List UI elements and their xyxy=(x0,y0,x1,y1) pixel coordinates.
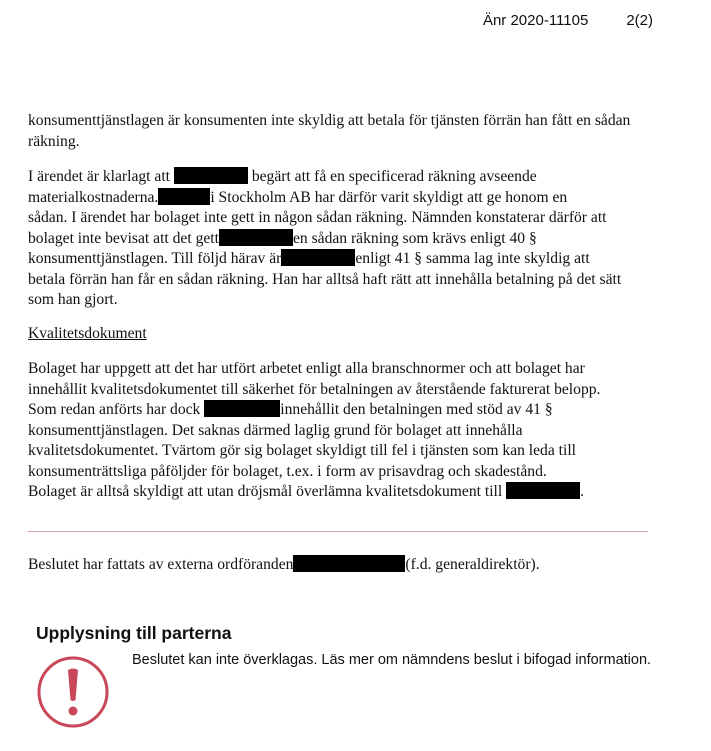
info-text: Beslutet kan inte överklagas. Läs mer om nämndens beslut i bifogad information. xyxy=(132,652,652,668)
text-line: innehållit den betalningen med stöd av 41 § xyxy=(280,401,553,418)
page-number: 2(2) xyxy=(626,12,653,29)
text-line: sådan. I ärendet har bolaget inte gett in någon sådan räkning. Nämnden konstaterar därför att xyxy=(28,209,607,226)
redaction-block xyxy=(293,555,405,572)
text-line: kvalitetsdokumentet. Tvärtom gör sig bolaget skyldigt till fel i tjänsten som kan leda till xyxy=(28,442,577,459)
text-line: enligt 41 § samma lag inte skyldig att xyxy=(355,250,590,267)
section-divider xyxy=(28,531,648,532)
paragraph-3 xyxy=(28,359,656,503)
text-line: Bolaget har uppgett att det har utfört arbetet enligt alla branschnormer och att bolaget har xyxy=(28,360,585,377)
paragraph-2 xyxy=(28,167,656,311)
decision-line xyxy=(28,555,656,576)
decision-text: (f.d. generaldirektör). xyxy=(405,556,540,573)
text-line: som han gjort. xyxy=(28,291,118,308)
text-line: konsumenttjänstlagen. Det saknas därmed laglig grund för bolaget att innehålla xyxy=(28,421,523,439)
text-line: I ärendet är klarlagt att xyxy=(28,168,170,185)
redaction-block xyxy=(281,249,355,266)
page-header xyxy=(483,12,653,29)
case-number: Änr 2020-11105 xyxy=(482,12,589,29)
text-line: i Stockholm AB har därför varit skyldigt att ge honom en xyxy=(210,188,568,206)
decision-text: Beslutet har fattats av externa ordföranden xyxy=(28,556,294,573)
redaction-block xyxy=(158,188,210,205)
text-line: Som redan anförts har dock xyxy=(28,401,201,418)
redaction-block xyxy=(506,482,580,499)
redaction-block xyxy=(204,400,280,417)
text-line: en sådan räkning som krävs enligt 40 § xyxy=(292,229,537,247)
section-heading: Kvalitetsdokument xyxy=(28,325,147,342)
text-line: betala förrän han får en sådan räkning. Han har alltså haft rätt att innehålla betalning på det sätt xyxy=(28,270,622,288)
paragraph-1 xyxy=(28,111,656,152)
text-line: konsumenttjänstlagen. Till följd härav är xyxy=(28,250,282,267)
exclamation-circle-icon xyxy=(37,654,109,730)
text-line: bolaget inte bevisat att det gett xyxy=(28,229,219,247)
text-line: Bolaget är alltså skyldigt att utan dröjsmål överlämna kvalitetsdokument till xyxy=(28,483,503,500)
paragraph-1-text: konsumenttjänstlagen är konsumenten inte skyldig att betala för tjänsten förrän han fått en sådan räkning. xyxy=(28,112,631,150)
redaction-block xyxy=(174,167,248,184)
text-line: materialkostnaderna. xyxy=(28,188,159,206)
text-line: konsumenträttsliga påföljder för bolaget, t.ex. i form av prisavdrag och skadestånd. xyxy=(28,462,547,480)
text-line: begärt att få en specificerad räkning avseende xyxy=(251,168,537,185)
text-line: . xyxy=(580,483,585,500)
info-heading: Upplysning till parterna xyxy=(36,623,232,643)
text-line: innehållit kvalitetsdokumentet till säkerhet för betalningen av återstående fakturerat belopp. xyxy=(28,380,601,398)
redaction-block xyxy=(219,229,293,246)
